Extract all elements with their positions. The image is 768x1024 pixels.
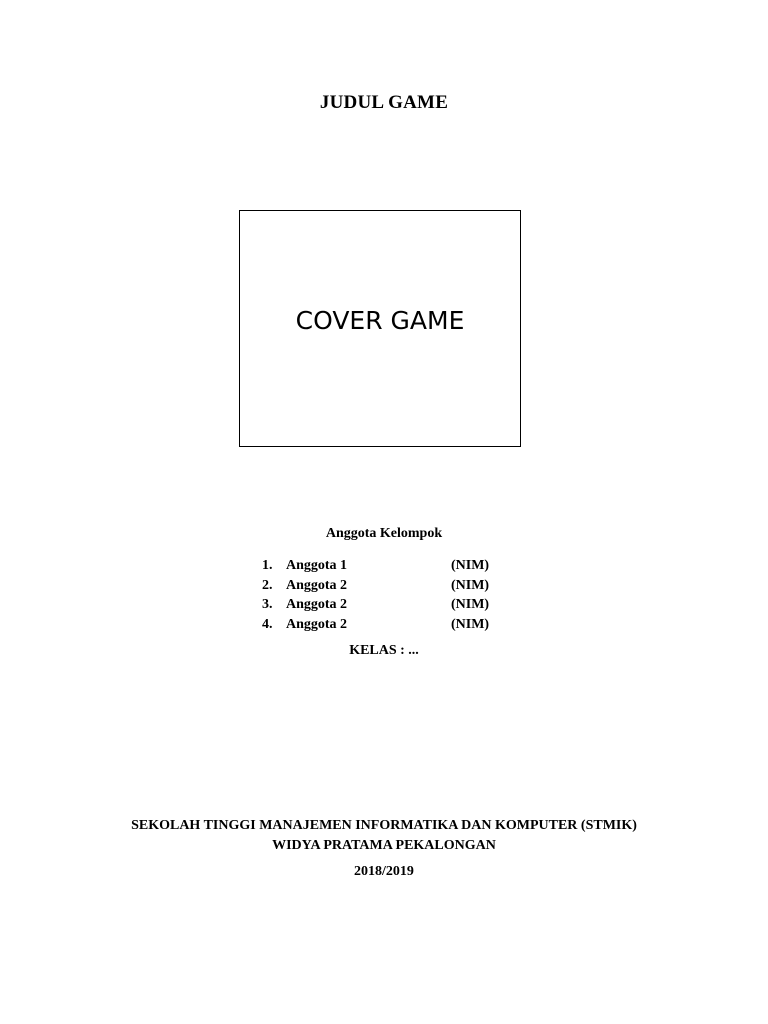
member-row — [262, 576, 522, 596]
member-number: 2. — [262, 577, 273, 593]
members-heading: Anggota Kelompok — [325, 526, 443, 541]
member-name: Anggota 1 — [286, 558, 348, 573]
member-nim: (NIM) — [451, 597, 490, 612]
member-row — [262, 595, 522, 615]
page-title: JUDUL GAME — [319, 92, 449, 113]
member-number: 1. — [262, 558, 273, 573]
member-nim: (NIM) — [451, 577, 490, 593]
cover-label: COVER GAME — [295, 306, 465, 335]
institution-line-1: SEKOLAH TINGGI MANAJEMEN INFORMATIKA DAN KOMPUTER (STMIK) — [131, 818, 637, 833]
member-row — [262, 556, 522, 576]
member-name: Anggota 2 — [286, 597, 348, 612]
member-number: 4. — [262, 616, 273, 632]
member-name: Anggota 2 — [286, 616, 348, 632]
class-line: KELAS : ... — [349, 643, 419, 658]
member-row — [262, 615, 522, 635]
member-number: 3. — [262, 597, 273, 612]
member-nim: (NIM) — [451, 558, 490, 573]
institution-name — [0, 816, 768, 856]
member-list — [262, 556, 522, 634]
institution-line-2: WIDYA PRATAMA PEKALONGAN — [272, 838, 496, 853]
cover-image-placeholder — [239, 210, 521, 447]
academic-year: 2018/2019 — [354, 864, 414, 879]
member-nim: (NIM) — [451, 616, 490, 632]
member-name: Anggota 2 — [286, 577, 348, 593]
